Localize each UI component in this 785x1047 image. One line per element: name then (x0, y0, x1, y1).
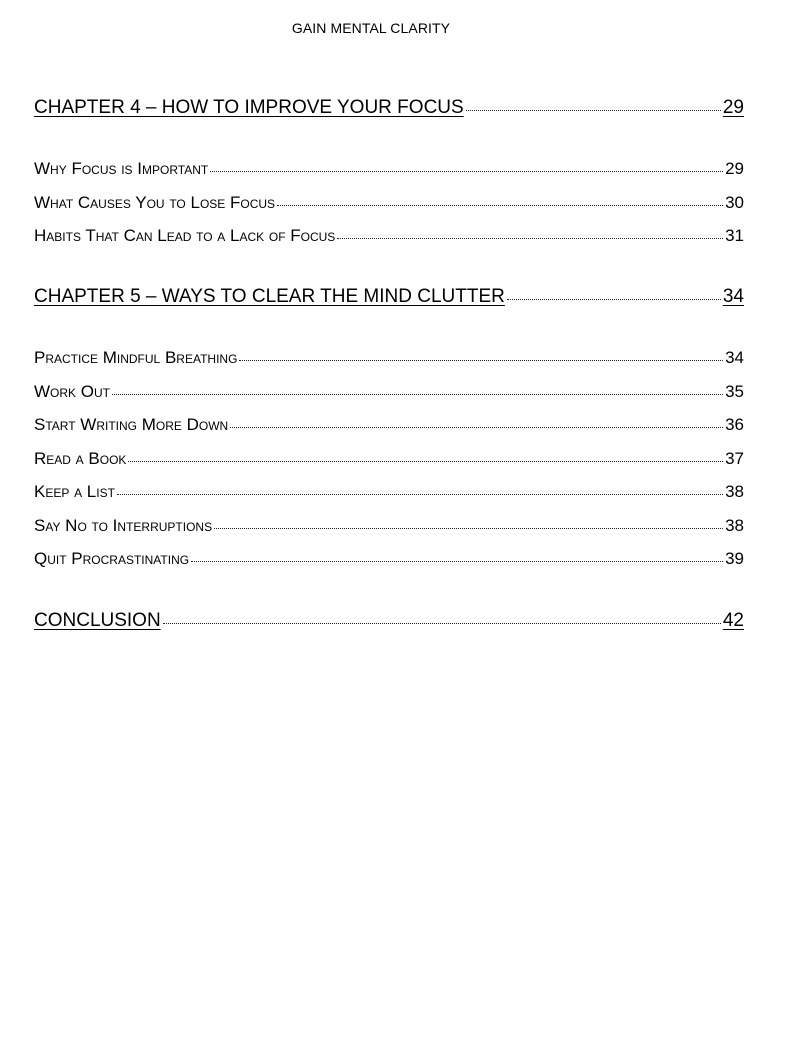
toc-page-number: 37 (725, 449, 744, 468)
dot-leader (277, 191, 723, 208)
toc-page-number: 39 (725, 549, 744, 568)
toc-section[interactable] (34, 514, 744, 536)
toc-page-number: 31 (725, 226, 744, 245)
toc-section-title: Keep a List (34, 482, 115, 501)
toc-chapter-title: CONCLUSION (34, 610, 161, 631)
toc-section[interactable] (34, 480, 744, 502)
toc-chapter-5[interactable] (34, 283, 744, 308)
toc-section[interactable] (34, 547, 744, 569)
toc-section-title: Practice Mindful Breathing (34, 348, 238, 367)
toc-section[interactable] (34, 447, 744, 469)
toc-section-title: Habits That Can Lead to a Lack of Focus (34, 226, 336, 245)
dot-leader (191, 547, 723, 564)
dot-leader (230, 413, 723, 430)
toc-page-number: 34 (722, 286, 744, 307)
dot-leader (117, 480, 723, 497)
dot-leader (466, 94, 721, 113)
toc-section-title: Work Out (34, 382, 110, 401)
toc-section[interactable] (34, 157, 744, 179)
toc-section-title: Say No to Interruptions (34, 516, 213, 535)
toc-section[interactable] (34, 346, 744, 368)
toc-section-title: Start Writing More Down (34, 415, 229, 434)
toc-section[interactable] (34, 224, 744, 246)
toc-section-title: Quit Procrastinating (34, 549, 190, 568)
toc-section[interactable] (34, 380, 744, 402)
dot-leader (128, 447, 723, 464)
toc-page-number: 34 (725, 348, 744, 367)
toc-chapter-4[interactable] (34, 94, 744, 119)
dot-leader (210, 157, 723, 174)
dot-leader (163, 607, 721, 626)
dot-leader (507, 283, 721, 302)
page-header: GAIN MENTAL CLARITY (291, 20, 451, 36)
toc-page-number: 29 (725, 159, 744, 178)
toc-page-number: 38 (725, 482, 744, 501)
toc-chapter-title: CHAPTER 4 – HOW TO IMPROVE YOUR FOCUS (34, 97, 464, 118)
dot-leader (112, 380, 723, 397)
toc-conclusion[interactable] (34, 607, 744, 632)
toc-section-title: Why Focus is Important (34, 159, 209, 178)
toc-page-number: 30 (725, 193, 744, 212)
dot-leader (239, 346, 723, 363)
toc-page-number: 38 (725, 516, 744, 535)
toc-section-title: What Causes You to Lose Focus (34, 193, 276, 212)
toc-page-number: 42 (722, 610, 744, 631)
toc-section[interactable] (34, 413, 744, 435)
toc-section[interactable] (34, 191, 744, 213)
dot-leader (337, 224, 723, 241)
toc-page-number: 36 (725, 415, 744, 434)
toc-section-title: Read a Book (34, 449, 127, 468)
toc-page-number: 29 (722, 97, 744, 118)
toc-page-number: 35 (725, 382, 744, 401)
dot-leader (214, 514, 723, 531)
toc-chapter-title: CHAPTER 5 – WAYS TO CLEAR THE MIND CLUTTER (34, 286, 505, 307)
